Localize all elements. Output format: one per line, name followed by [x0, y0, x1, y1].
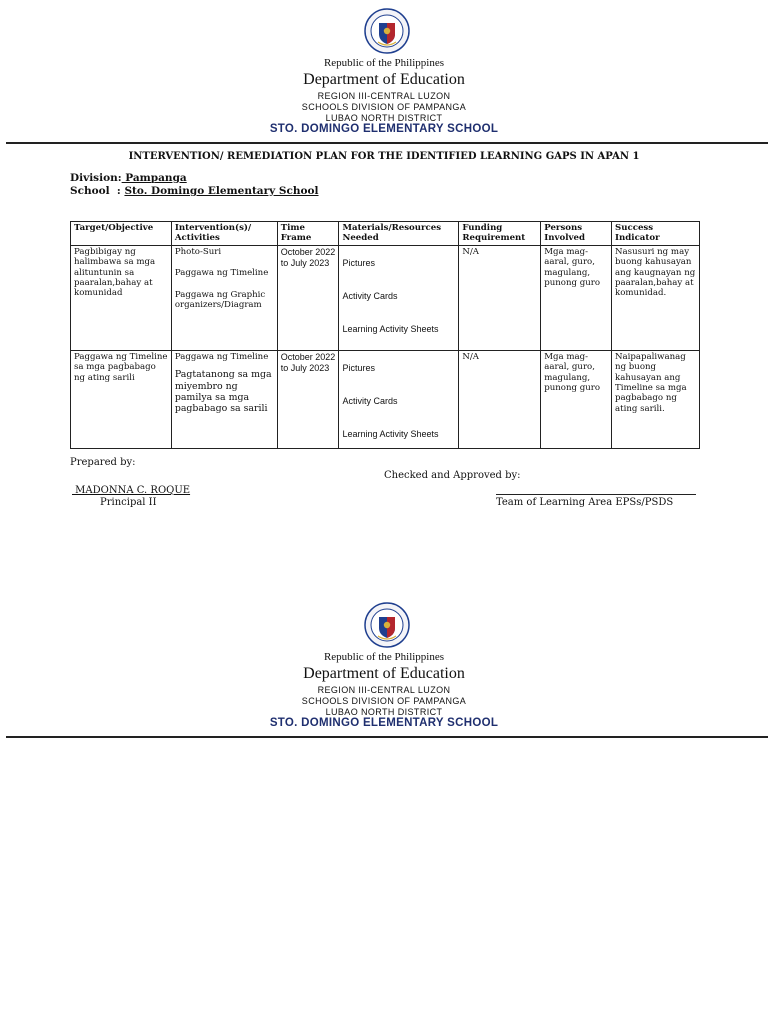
material-item: Activity Cards [342, 290, 398, 301]
school-line: STO. DOMINGO ELEMENTARY SCHOOL [269, 123, 499, 135]
cell-intervention [171, 350, 277, 448]
deped-seal-icon [364, 8, 410, 54]
school-label: School : [70, 185, 125, 197]
cell-intervention [171, 245, 277, 350]
header-success: Success Indicator [612, 222, 700, 246]
cell-funding: N/A [459, 245, 541, 350]
intervention-item: Photo-Suri [174, 246, 222, 257]
header-materials: Materials/Resources Needed [339, 222, 459, 246]
district-line: LUBAO NORTH DISTRICT [325, 113, 443, 123]
cell-success: Nasusuri ng may buong kahusayan ang kaugnayan ng paaralan,bahay at komunidad. [612, 245, 700, 350]
republic-line: Republic of the Philippines [323, 57, 445, 69]
department-line: Department of Education [303, 665, 465, 682]
material-item: Pictures [342, 362, 375, 373]
cell-funding: N/A [459, 350, 541, 448]
material-item: Learning Activity Sheets [342, 323, 439, 334]
cell-persons: Mga mag-aaral, guro, magulang, punong guro [541, 350, 612, 448]
school-meta [70, 185, 319, 197]
cell-target: Paggawa ng Timeline sa mga pagbabago ng ating sarili [71, 350, 172, 448]
school-value: Sto. Domingo Elementary School [124, 185, 319, 197]
document-title: INTERVENTION/ REMEDIATION PLAN FOR THE IDENTIFIED LEARNING GAPS IN APAN 1 [128, 151, 640, 162]
cell-target: Pagbibigay ng halimbawa sa mga alituntunin sa paaralan,bahay at komunidad [71, 245, 172, 350]
header-intervention: Intervention(s)/ Activities [171, 222, 277, 246]
district-line: LUBAO NORTH DISTRICT [325, 707, 443, 717]
checked-title: Team of Learning Area EPSs/PSDS [496, 497, 674, 508]
intervention-item: Paggawa ng Graphic organizers/Diagram [174, 289, 266, 311]
department-line: Department of Education [303, 71, 465, 88]
intervention-item: Paggawa ng Timeline [174, 351, 269, 362]
header-time-frame: Time Frame [277, 222, 339, 246]
checked-approved-label: Checked and Approved by: [384, 470, 521, 481]
header-divider [6, 142, 768, 144]
division-meta [70, 172, 187, 184]
intervention-item: Pagtatanong sa mga miyembro ng pamilya sa mga pagbabago sa sarili [174, 369, 272, 415]
intervention-plan-table [70, 221, 700, 449]
region-line: REGION III-CENTRAL LUZON [317, 91, 451, 101]
material-item: Activity Cards [342, 395, 398, 406]
division-line: SCHOOLS DIVISION OF PAMPANGA [301, 696, 467, 706]
cell-materials [339, 350, 459, 448]
cell-materials [339, 245, 459, 350]
cell-time-frame: October 2022 to July 2023 [277, 350, 339, 448]
region-line: REGION III-CENTRAL LUZON [317, 685, 451, 695]
division-label: Division: [70, 172, 122, 184]
cell-time-frame: October 2022 to July 2023 [277, 245, 339, 350]
header-divider [6, 736, 768, 738]
header-persons: Persons Involved [541, 222, 612, 246]
deped-seal-icon [364, 602, 410, 648]
material-item: Learning Activity Sheets [342, 428, 439, 439]
table-header-row [71, 222, 700, 246]
table-row [71, 245, 700, 350]
cell-success: Naipapaliwanag ng buong kahusayan ang Timeline sa mga pagbabago ng ating sarili. [612, 350, 700, 448]
cell-persons: Mga mag-aaral, guro, magulang, punong guro [541, 245, 612, 350]
header-target: Target/Objective [71, 222, 172, 246]
intervention-item: Paggawa ng Timeline [174, 268, 269, 279]
republic-line: Republic of the Philippines [323, 651, 445, 663]
prepared-by-label: Prepared by: [70, 457, 136, 468]
division-value: Pampanga [121, 172, 187, 184]
header-funding: Funding Requirement [459, 222, 541, 246]
table-row [71, 350, 700, 448]
prepared-title: Principal II [100, 497, 157, 508]
division-line: SCHOOLS DIVISION OF PAMPANGA [301, 102, 467, 112]
school-line: STO. DOMINGO ELEMENTARY SCHOOL [269, 717, 499, 729]
material-item: Pictures [342, 257, 375, 268]
prepared-name: MADONNA C. ROQUE [72, 485, 191, 496]
approver-signature-line [496, 494, 696, 495]
